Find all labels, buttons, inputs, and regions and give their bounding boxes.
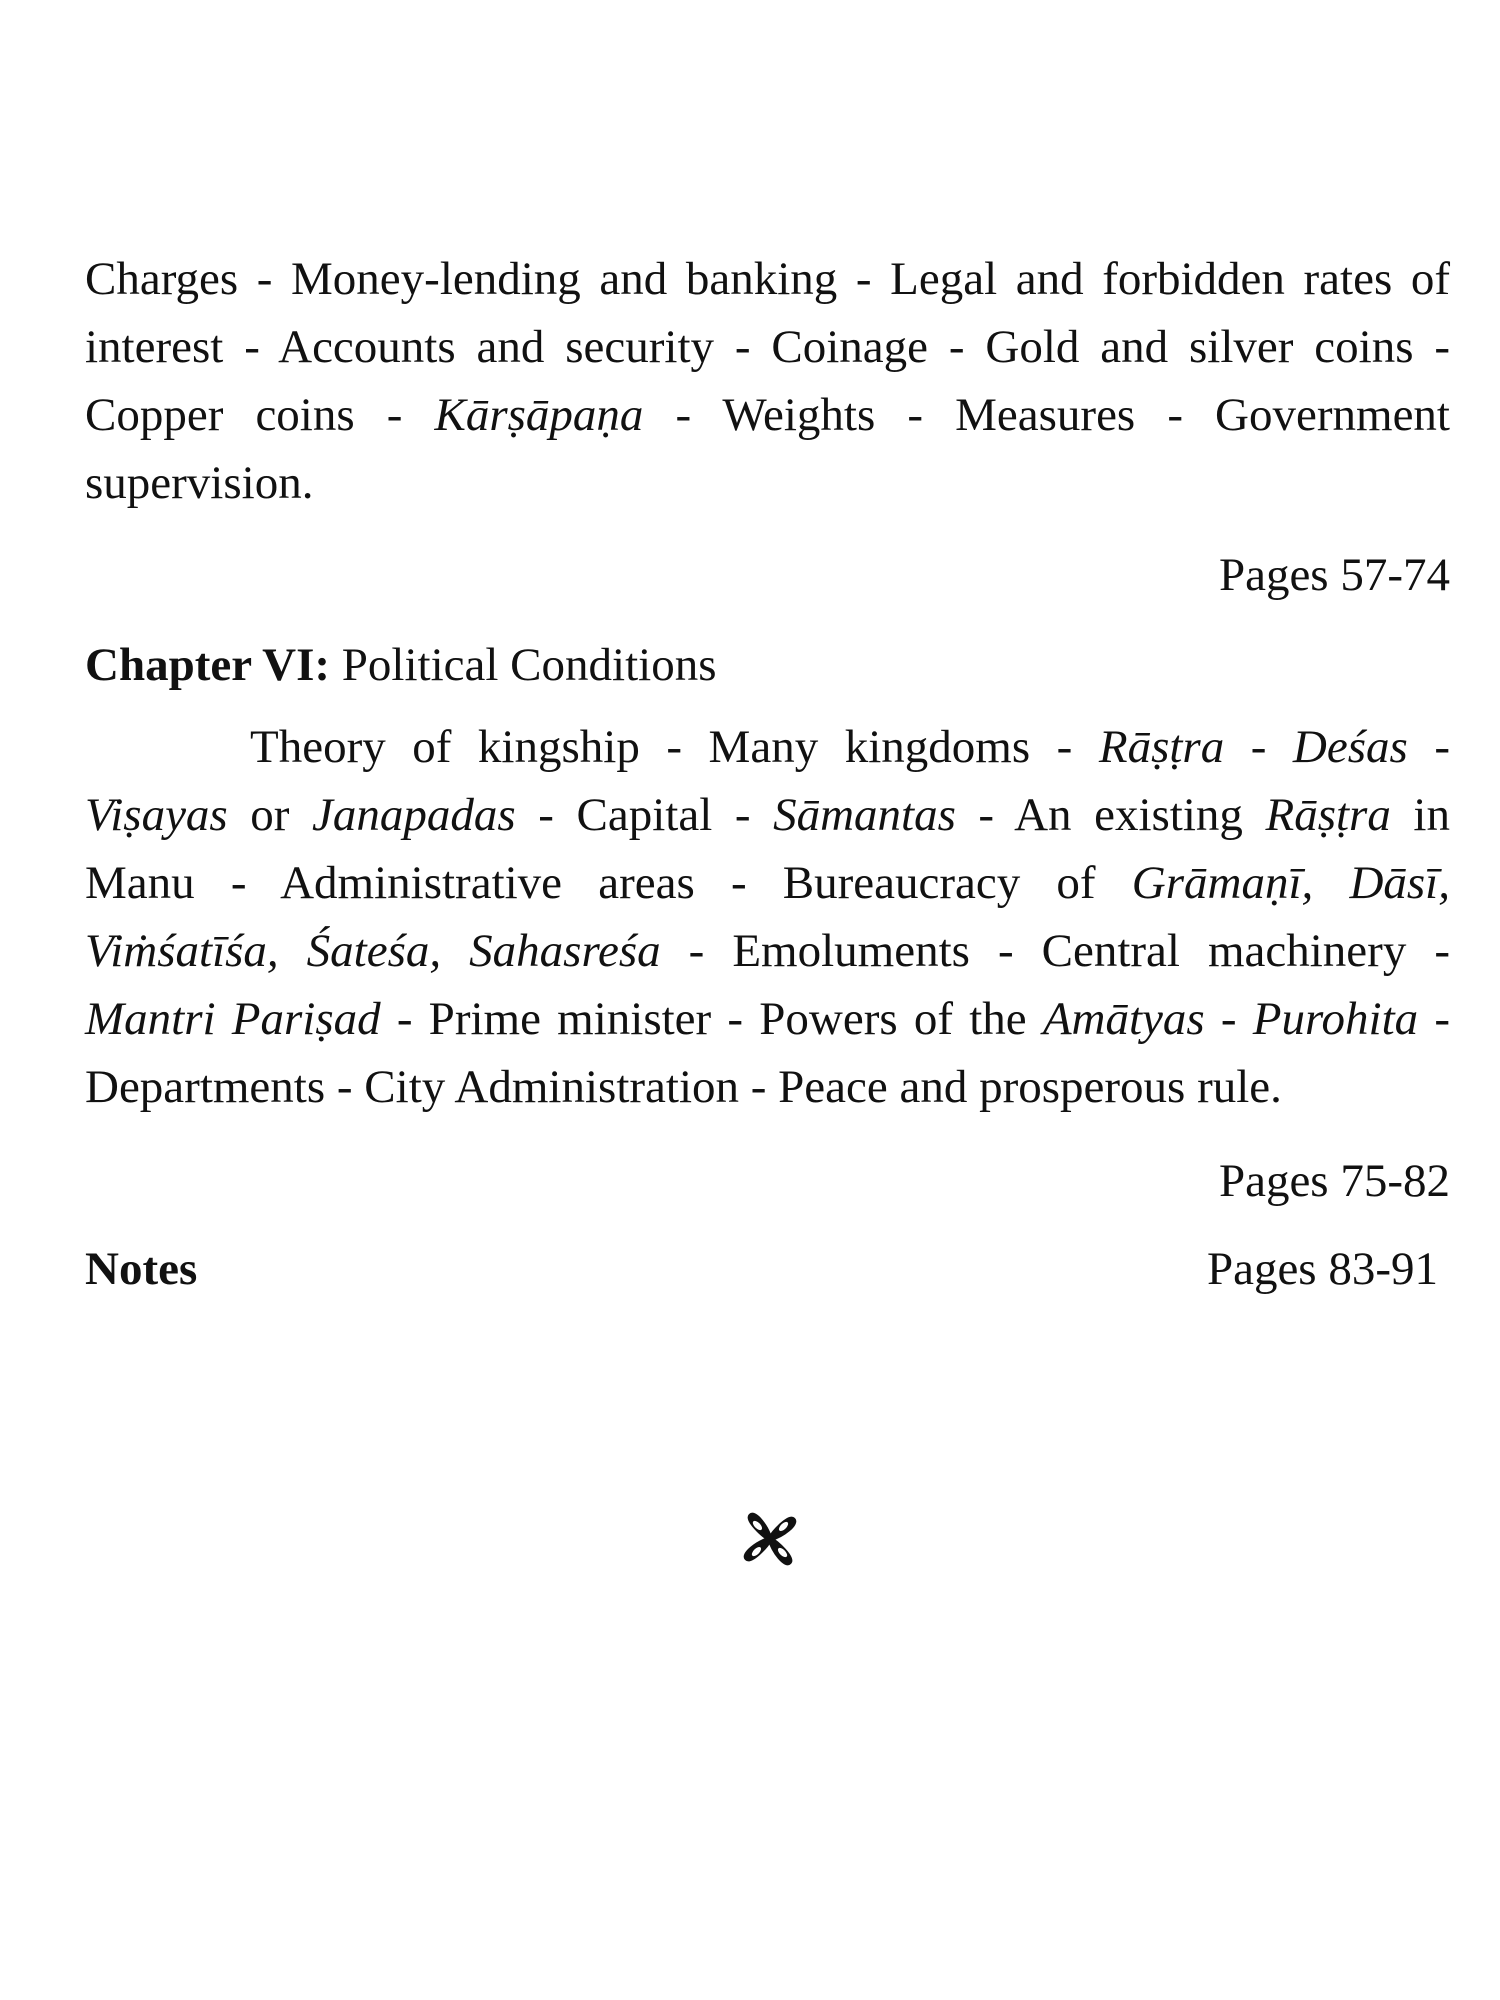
chapter-term: Rāṣṭra bbox=[1265, 789, 1391, 841]
chapter-text: - bbox=[1204, 993, 1253, 1045]
notes-label: Notes bbox=[85, 1243, 198, 1295]
chapter-text: - An existing bbox=[955, 789, 1266, 841]
chapter-text: - Departments - City Administration - Peace and prosperous rule. bbox=[85, 993, 1450, 1113]
chapter-term: Viṣayas bbox=[85, 789, 228, 841]
chapter-text: or bbox=[227, 789, 313, 841]
chapter-term: Sāmantas bbox=[773, 789, 956, 841]
chapter-term: Rāṣṭra - Deśas bbox=[1098, 721, 1408, 773]
summary-text-1: Charges - Money-lending and banking - Legal and forbidden rates of interest - Accounts and security - Coinage - Gold and silver coins - Copper coins - bbox=[85, 253, 1450, 441]
section-page-range: Pages 57-74 bbox=[1218, 549, 1450, 601]
quatrefoil-ornament-icon bbox=[741, 1510, 799, 1568]
notes-entry bbox=[85, 1235, 1450, 1303]
chapter-term: Janapadas bbox=[312, 789, 516, 841]
chapter-text: - Prime minister - Powers of the bbox=[380, 993, 1043, 1045]
chapter-term: Mantri Pariṣad bbox=[85, 993, 381, 1045]
chapter-term: Amātyas bbox=[1042, 993, 1205, 1045]
summary-text-2: - Weights - Measures - Government supervision. bbox=[85, 389, 1450, 509]
chapter-text: Theory of kingship - Many kingdoms - bbox=[250, 721, 1099, 773]
document-page bbox=[85, 245, 1450, 1303]
chapter-text: - Capital - bbox=[515, 789, 774, 841]
chapter-term: Grāmaṇī, Dāsī, Viṁśatīśa, Śateśa, Sahasreśa bbox=[85, 857, 1450, 977]
chapter-term: Purohita bbox=[1252, 993, 1419, 1045]
chapter-text: - Emoluments - Central machinery - bbox=[660, 925, 1450, 977]
chapter-number: Chapter VI: bbox=[85, 639, 331, 691]
section-summary-paragraph bbox=[85, 245, 1450, 517]
chapter-text: - bbox=[1407, 721, 1450, 773]
chapter-page-range: Pages 75-82 bbox=[1218, 1155, 1450, 1207]
chapter-summary-paragraph bbox=[85, 713, 1450, 1121]
summary-term-karsapana: Kārṣāpaṇa bbox=[434, 389, 644, 441]
chapter-heading bbox=[85, 631, 1450, 699]
chapter-text: in Manu - Administrative areas - Bureaucracy of bbox=[85, 789, 1450, 909]
chapter-title: Political Conditions bbox=[330, 639, 717, 691]
notes-page-range: Pages 83-91 bbox=[1206, 1243, 1438, 1295]
